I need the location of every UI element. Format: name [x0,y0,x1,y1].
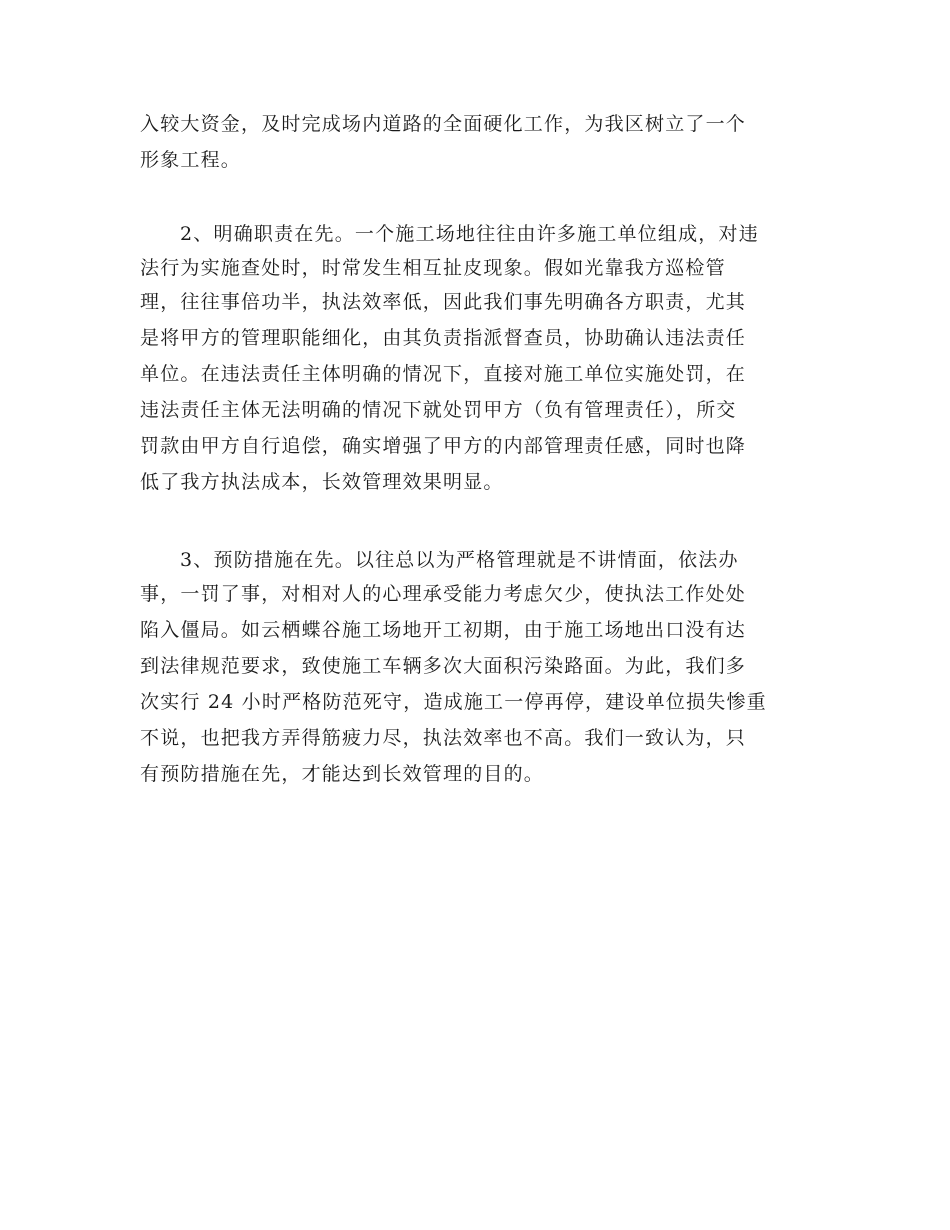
paragraph-line: 形象工程。 [140,149,242,171]
paragraph-line: 是将甲方的管理职能细化，由其负责指派督查员，协助确认违法责任 [140,327,747,349]
paragraph-line: 违法责任主体无法明确的情况下就处罚甲方（负有管理责任），所交 [140,399,737,421]
paragraph-line: 罚款由甲方自行追偿，确实增强了甲方的内部管理责任感，同时也降 [140,435,747,457]
paragraph-line: 2、明确职责在先。一个施工场地往往由许多施工单位组成，对违 [180,223,759,245]
paragraph-line: 理，往往事倍功半，执法效率低，因此我们事先明确各方职责，尤其 [140,291,747,313]
paragraph-line: 低了我方执法成本，长效管理效果明显。 [140,471,504,493]
paragraph-line: 3、预防措施在先。以往总以为严格管理就是不讲情面，依法办 [180,549,739,571]
paragraph-line: 次实行 24 小时严格防范死守，造成施工一停再停，建设单位损失惨重 [140,691,767,713]
paragraph-line: 单位。在违法责任主体明确的情况下，直接对施工单位实施处罚，在 [140,363,747,385]
paragraph-line: 事，一罚了事，对相对人的心理承受能力考虑欠少，使执法工作处处 [140,583,747,605]
paragraph-line: 不说，也把我方弄得筋疲力尽，执法效率也不高。我们一致认为，只 [140,727,747,749]
paragraph-line: 陷入僵局。如云栖蝶谷施工场地开工初期，由于施工场地出口没有达 [140,619,747,641]
paragraph-line: 有预防措施在先，才能达到长效管理的目的。 [140,763,545,785]
paragraph-line: 到法律规范要求，致使施工车辆多次大面积污染路面。为此，我们多 [140,655,747,677]
paragraph-line: 入较大资金，及时完成场内道路的全面硬化工作，为我区树立了一个 [140,113,747,135]
paragraph-line: 法行为实施查处时，时常发生相互扯皮现象。假如光靠我方巡检管 [140,257,726,279]
